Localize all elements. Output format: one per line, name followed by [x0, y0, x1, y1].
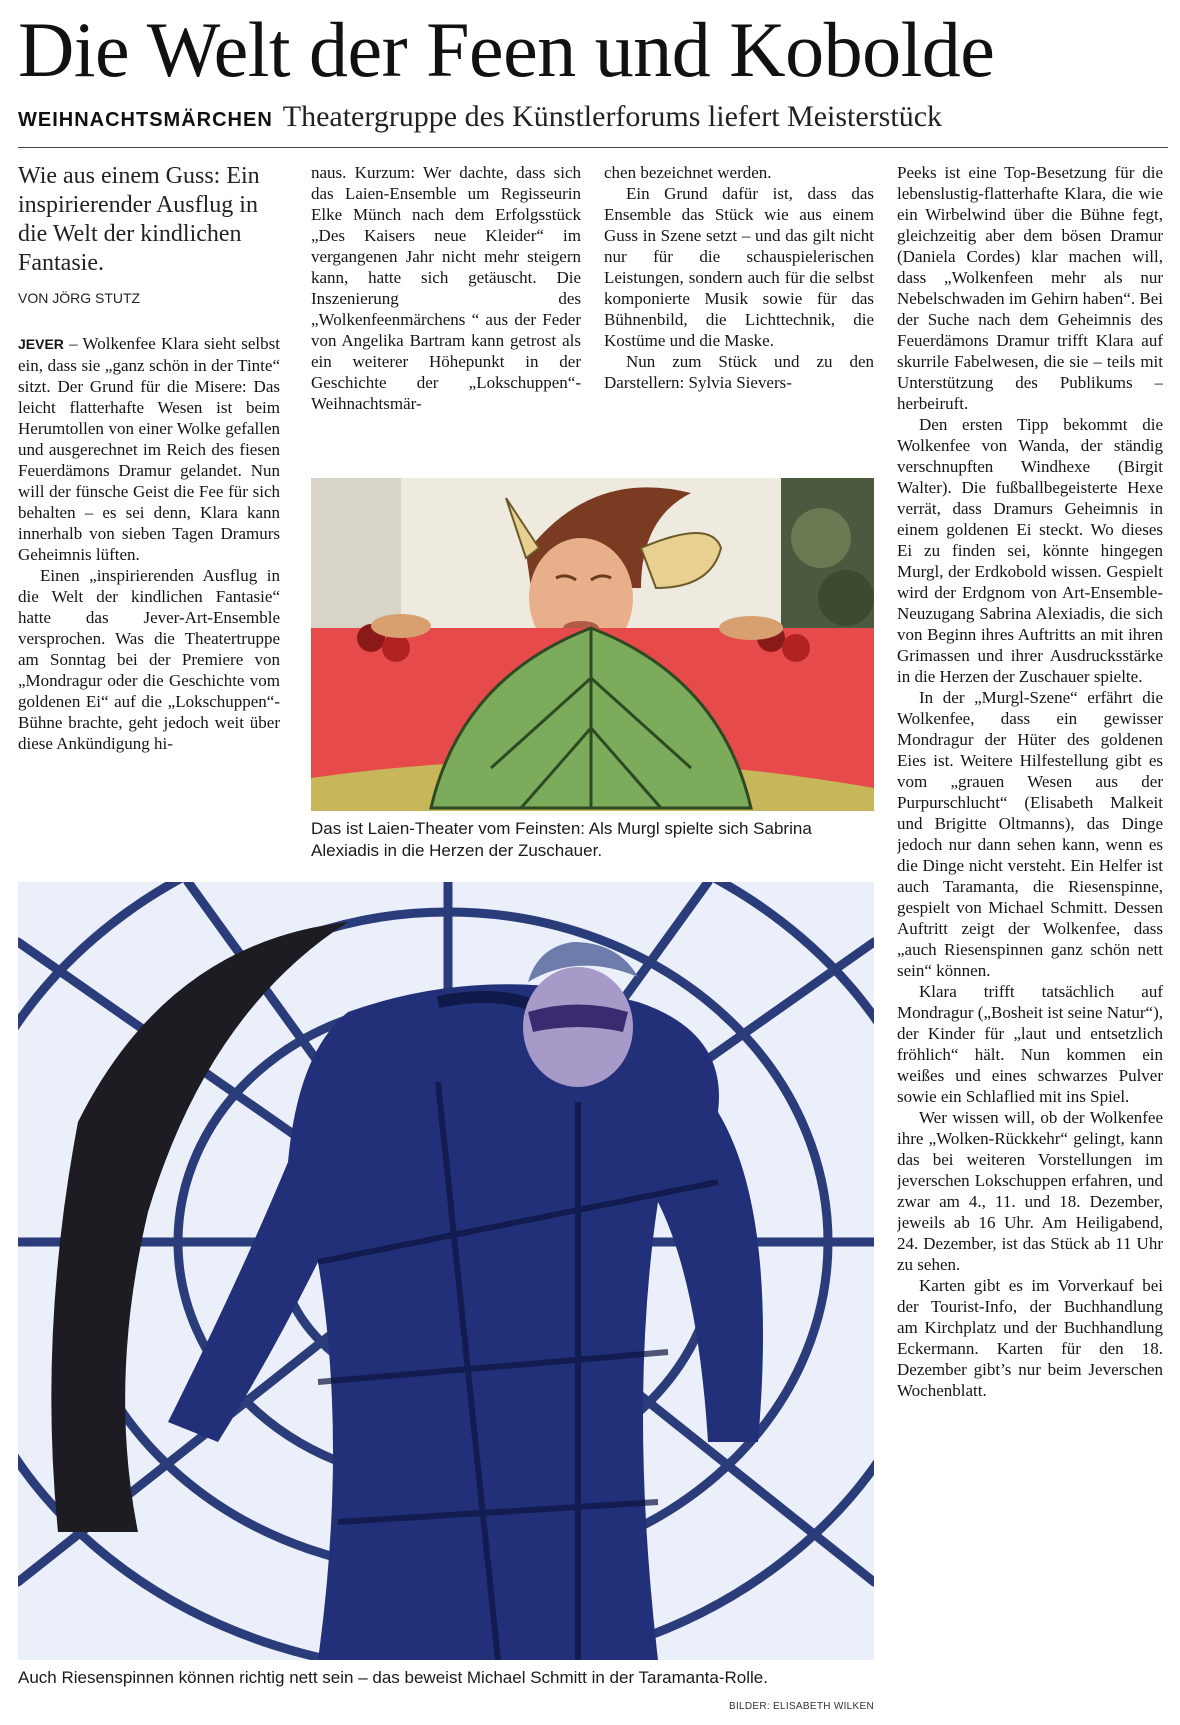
body-column-4 — [897, 162, 1163, 1722]
paragraph: Ein Grund dafür ist, dass das Ensemble das Stück wie aus einem Guss in Szene setzt – und das gilt nicht nur für die schauspielerischen Leistungen, sondern auch für die selbst komponierte Musik sowie für das Bühnenbild, die Lichttechnik, die Kostüme und die Maske. — [604, 184, 874, 350]
paragraph — [18, 333, 280, 565]
paragraph: Nun zum Stück und zu den Darstellern: Sylvia Sievers- — [604, 352, 874, 392]
photo-murgl — [311, 478, 874, 811]
paragraph: Den ersten Tipp bekommt die Wolkenfee von Wanda, der ständig verschnupften Windhexe (Birgit Walter). Die fußballbegeisterte Hexe verrät, dass Dramurs Geheimnis in einem goldenen Ei steckt. Wo dieses Ei zu finden sei, könnte hingegen Murgl, der Erdkobold wissen. Gespielt wird der Erdgnom von Art-Ensemble-Neuzugang Sabrina Alexiadis, die sich von Beginn ihres Auftritts an mit ihren Grimassen und ihrer Ausdrucksstärke in die Herzen der Zuschauer spielte. — [897, 415, 1163, 686]
photo-caption-1: Das ist Laien-Theater vom Feinsten: Als Murgl spielte sich Sabrina Alexiadis in die Herzen der Zuschauer. — [311, 819, 812, 860]
paragraph: In der „Murgl-Szene“ erfährt die Wolkenfee, dass ein gewisser Mondragur der Hüter des goldenen Eies ist. Weitere Hilfestellung gibt es vom „grauen Wesen aus der Purpurschlucht“ (Elisabeth Malkeit und Brigitte Oltmanns), das Dinge jedoch nur dann sehen kann, wenn es die Dinge nicht versteht. Ein Helfer ist auch Taramanta, die Riesenspinne, gespielt von Michael Schmitt. Dessen Auftritt zeigt der Wolkenfee, dass „auch Riesenspinnen ganz schön nett sein“ können. — [897, 688, 1163, 980]
divider — [18, 147, 1168, 148]
headline: Die Welt der Feen und Kobolde — [18, 6, 995, 93]
byline: VON JÖRG STUTZ — [18, 290, 141, 306]
subheadline: Theatergruppe des Künstlerforums liefert Meisterstück — [282, 100, 943, 133]
kicker: WEIHNACHTSMÄRCHEN — [18, 109, 273, 131]
dateline: JEVER — [18, 336, 64, 352]
paragraph: Einen „inspirierenden Ausflug in die Welt der kindlichen Fantasie“ hatte das Jever-Art-Ensemble versprochen. Was die Theatertruppe am Sonntag bei der Premiere von „Mondragur oder die Geschichte vom goldenen Ei“ auf die „Lokschuppen“-Bühne brachte, geht jedoch weit über diese Ankündigung hi- — [18, 566, 280, 753]
photo-caption-2: Auch Riesenspinnen können richtig nett sein – das beweist Michael Schmitt in der Taramanta-Rolle. — [18, 1668, 768, 1687]
paragraph-text: – Wolkenfee Klara sieht selbst ein, dass sie „ganz schön in der Tinte“ sitzt. Der Grund für die Misere: Das leicht flatterhafte Wesen ist beim Herumtollen von einer Wolke gefallen und ausgerechnet im Reich des fiesen Feuerdämons Dramur gelandet. Nun will der fünsche Geist die Fee für sich behalten – es sei denn, Klara kann innerhalb von sieben Tagen Dramurs Geheimnis lüften. — [18, 334, 280, 564]
paragraph: Peeks ist eine Top-Besetzung für die lebenslustig-flatterhafte Klara, die wie ein Wirbelwind über die Bühne fegt, gleichzeitig aber dem bösen Dramur (Daniela Cordes) klar machen will, dass „Wolkenfeen mehr als nur Nebelschwaden im Gehirn haben“. Bei der Suche nach dem Geheimnis des Feuerdämons Dramur trifft Klara auf skurrile Fabelwesen, die sie – teils mit Unterstützung des Publikums – herbeiruft. — [897, 163, 1163, 413]
photo-murgl-illustration — [311, 478, 874, 811]
body-column-2 — [311, 162, 581, 460]
teaser: Wie aus einem Guss: Ein inspirierender Ausflug in die Welt der kindlichen Fantasie. — [18, 163, 260, 276]
body-column-3 — [604, 162, 874, 460]
photo-spider — [18, 882, 874, 1660]
paragraph: chen bezeichnet werden. — [604, 163, 772, 182]
kicker-row — [18, 100, 1168, 140]
paragraph: Klara trifft tatsächlich auf Mondragur („Bosheit ist seine Natur“), der Kinder für „laut und entsetzlich fröhlich“ hält. Nun kommen ein weißes und eines schwarzes Pulver sowie ein Schlaflied mit ins Spiel. — [897, 982, 1163, 1106]
body-column-1 — [18, 333, 280, 863]
paragraph: Karten gibt es im Vorverkauf bei der Tourist-Info, der Buchhandlung am Kirchplatz und der Buchhandlung Eckermann. Karten für den 18. Dezember gibt’s nur beim Jeverschen Wochenblatt. — [897, 1276, 1163, 1400]
photo-credit: BILDER: ELISABETH WILKEN — [728, 1701, 874, 1712]
paragraph: Wer wissen will, ob der Wolkenfee ihre „Wolken-Rückkehr“ gelingt, kann das bei weiteren Vorstellungen im jeverschen Lokschuppen erfahren, und zwar am 4., 11. und 18. Dezember, jeweils ab 16 Uhr. Am Heiligabend, 24. Dezember, ist das Stück ab 11 Uhr zu sehen. — [897, 1108, 1163, 1274]
photo-spider-illustration — [18, 882, 874, 1660]
paragraph: naus. Kurzum: Wer dachte, dass sich das Laien-Ensemble um Regisseurin Elke Münch nach dem Erfolgsstück „Des Kaisers neue Kleider“ im vergangenen Jahr nicht mehr steigern kann, hatte sich getäuscht. Die Inszenierung des „Wolkenfeenmärchens “ aus der Feder von Angelika Bartram kann getrost als ein weiterer Höhepunkt in der Geschichte der „Lokschuppen“-Weihnachtsmär- — [311, 163, 581, 413]
